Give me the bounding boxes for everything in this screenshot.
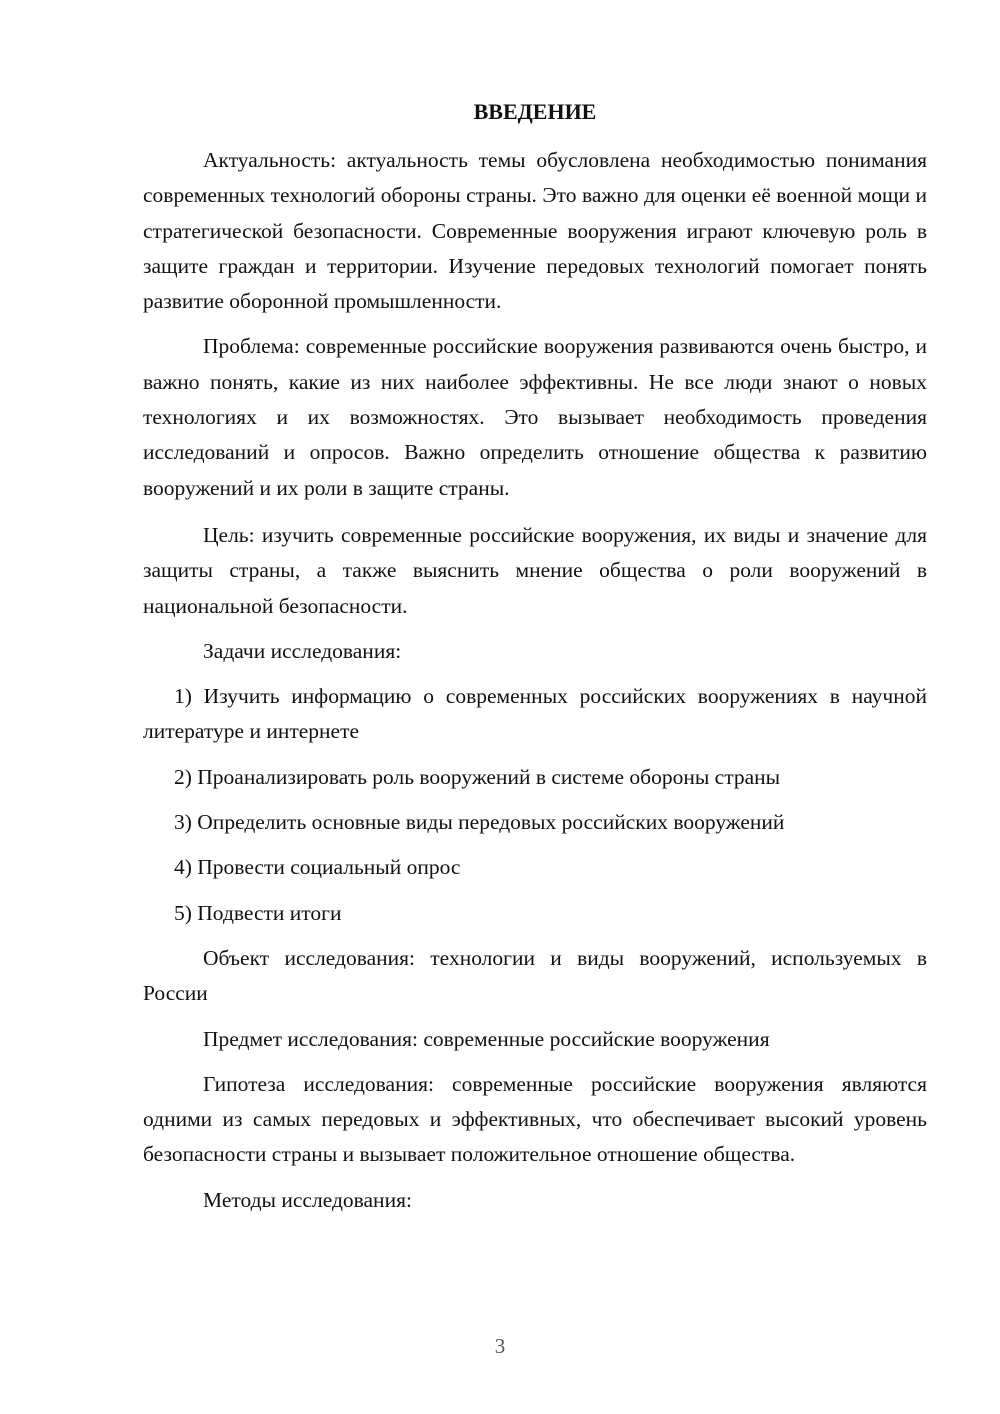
task-item-5: 5) Подвести итоги (174, 900, 342, 925)
task-item-3: 3) Определить основные виды передовых российских вооружений (174, 810, 785, 835)
tasks-title: Задачи исследования: (203, 638, 402, 663)
task-item-1: 1) Изучить информацию о современных российских вооружениях в научной литературе и интернете (143, 684, 927, 744)
relevance-paragraph: Актуальность: актуальность темы обусловлена необходимостью понимания современных технологий обороны страны. Это важно для оценки её военной мощи и стратегической безопасности. Современные вооружения играют ключевую роль в защите граждан и территории. Изучение передовых технологий помогает понять развитие оборонной промышленности. (143, 148, 927, 314)
methods-title: Методы исследования: (203, 1187, 412, 1212)
page-number: 3 (494, 1334, 506, 1358)
goal-paragraph: Цель: изучить современные российские вооружения, их виды и значение для защиты страны, а также выяснить мнение общества о роли вооружений в национальной безопасности. (143, 522, 927, 618)
task-item-2: 2) Проанализировать роль вооружений в системе обороны страны (174, 764, 781, 789)
object-paragraph: Объект исследования: технологии и виды вооружений, используемых в России (143, 945, 927, 1006)
hypothesis-paragraph: Гипотеза исследования: современные российские вооружения являются одними из самых передовых и эффективных, что обеспечивает высокий уровень безопасности страны и вызывает положительное отношение общества. (143, 1071, 927, 1167)
page-content (143, 94, 927, 1228)
subject-paragraph: Предмет исследования: современные российские вооружения (203, 1026, 770, 1051)
section-heading: ВВЕДЕНИЕ (473, 99, 597, 124)
problem-paragraph: Проблема: современные российские вооружения развиваются очень быстро, и важно понять, какие из них наиболее эффективны. Не все люди знают о новых технологиях и их возможностях. Это вызывает необходимость проведения исследований и опросов. Важно определить отношение общества к развитию вооружений и их роли в защите страны. (143, 334, 927, 500)
task-item-4: 4) Провести социальный опрос (174, 855, 461, 880)
